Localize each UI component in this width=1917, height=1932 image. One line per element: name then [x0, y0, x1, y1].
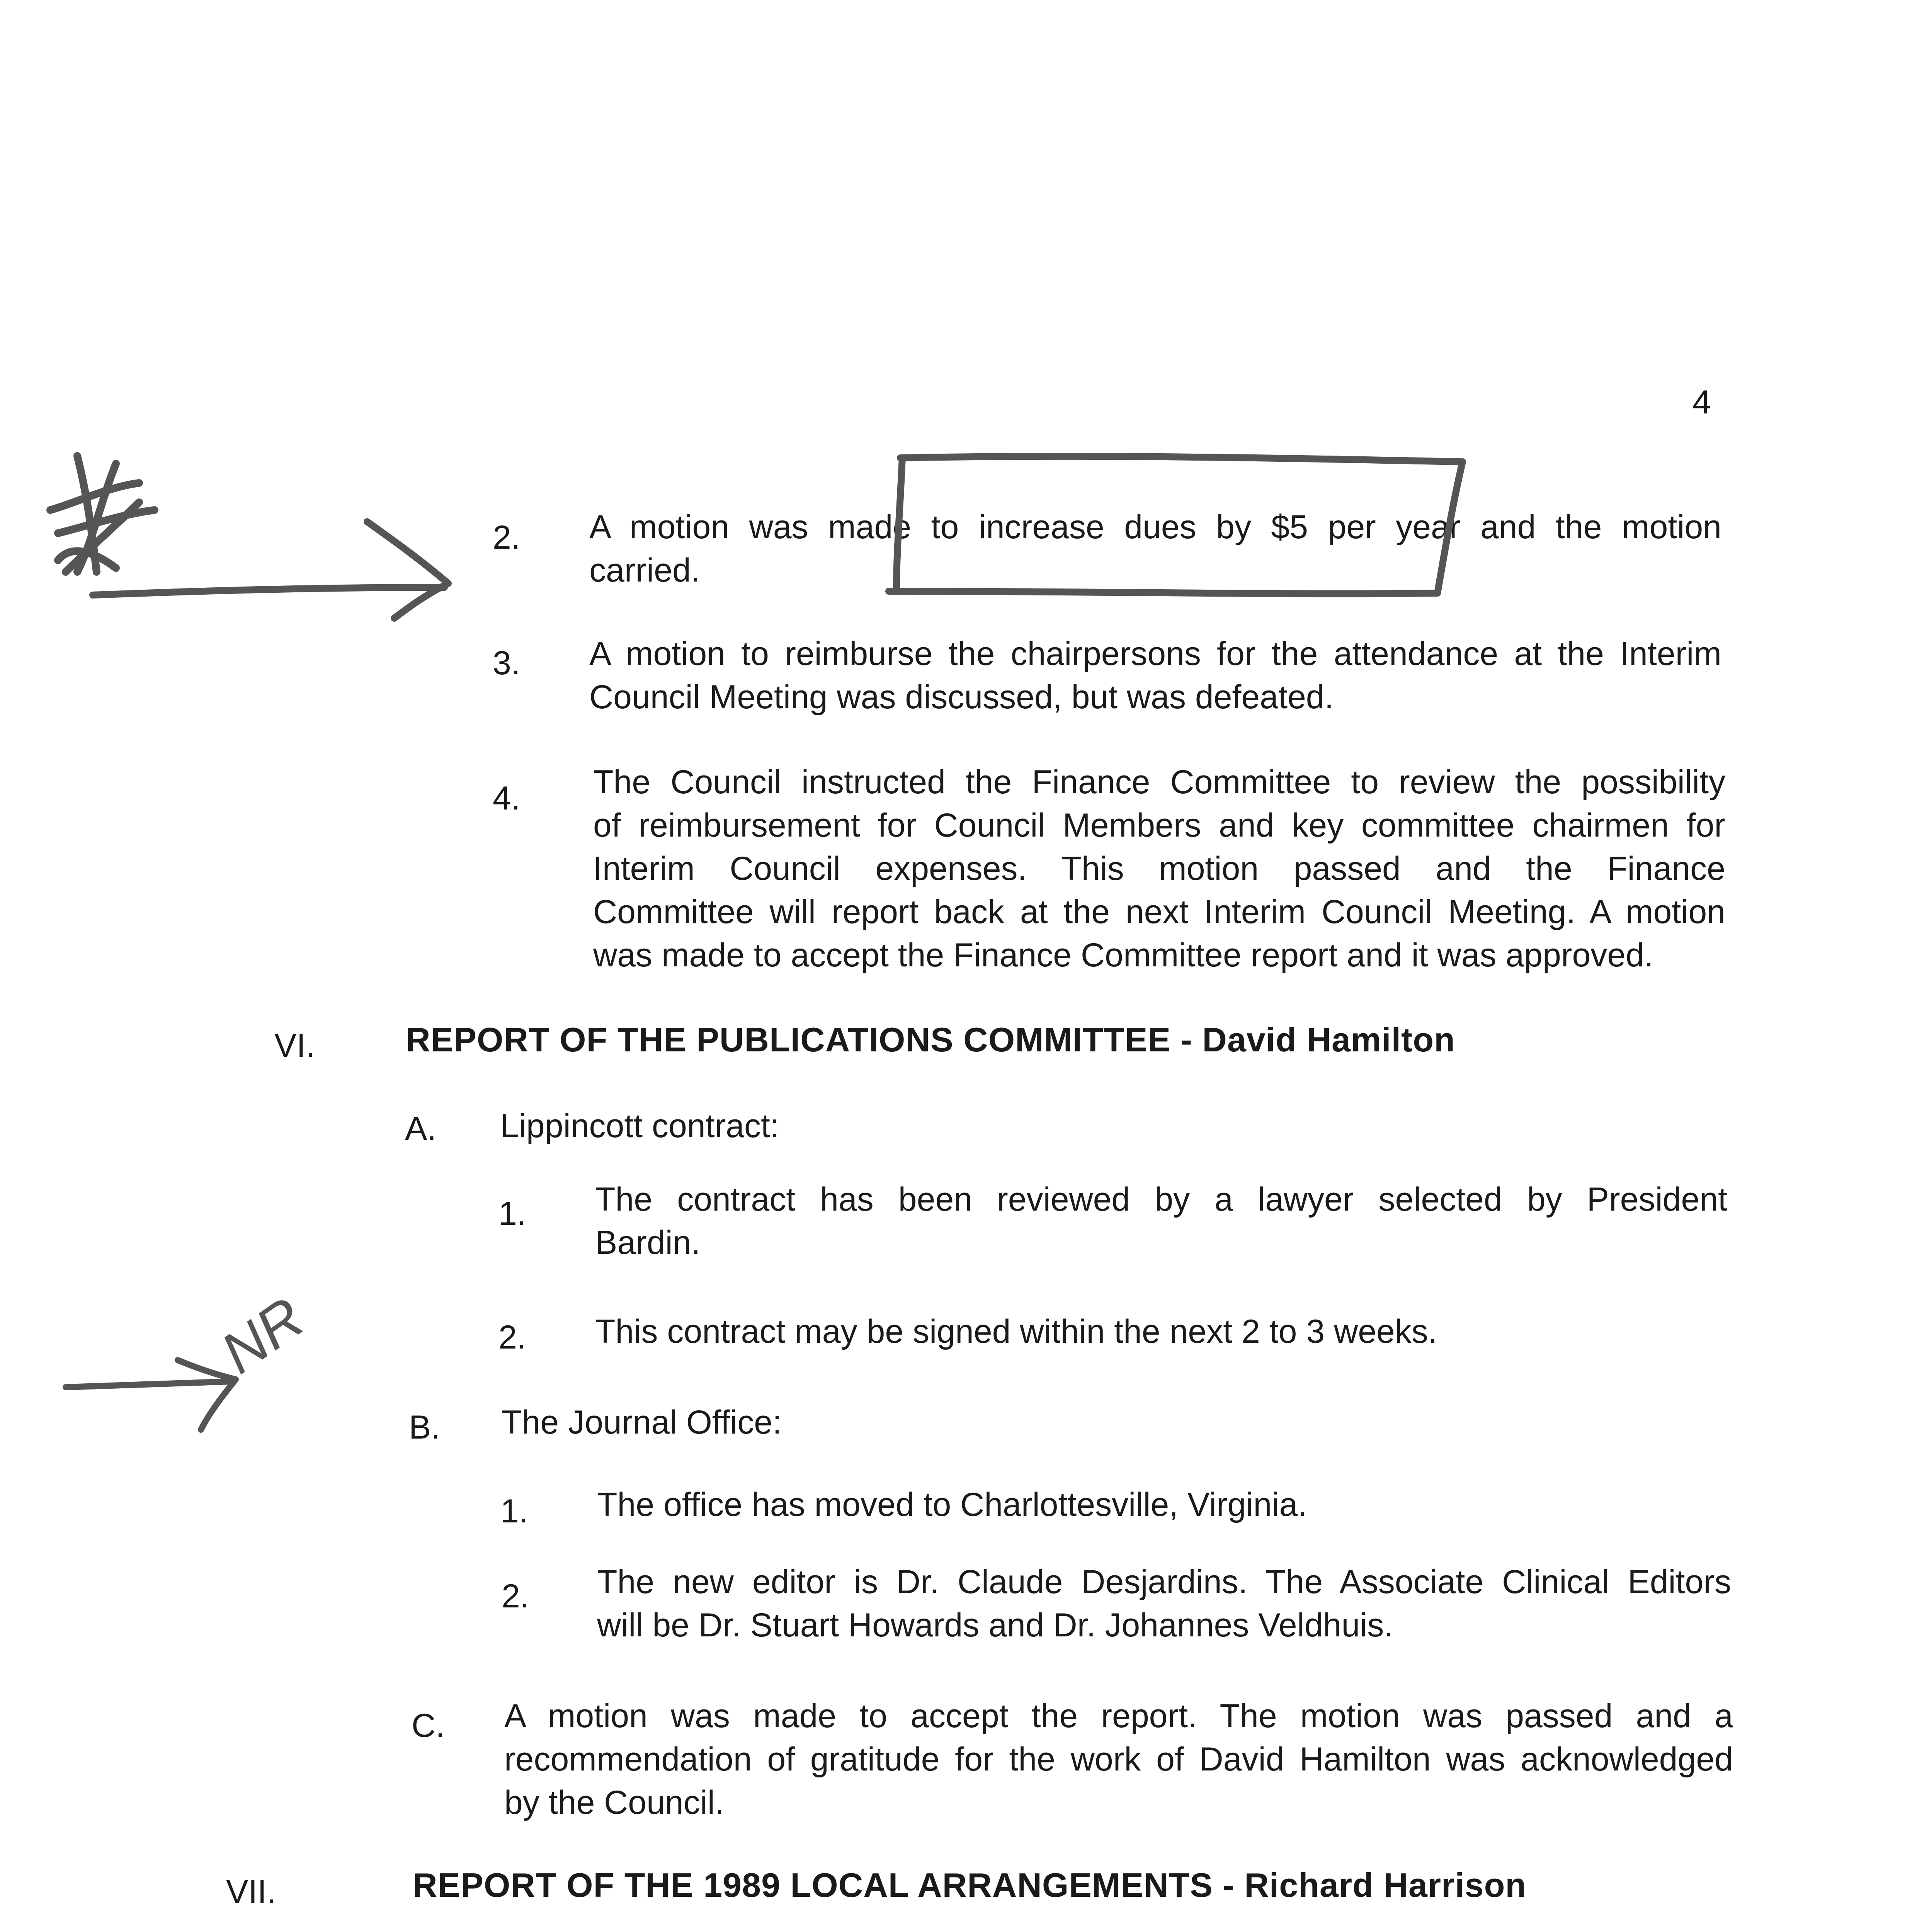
paragraph-line: The contract has been reviewed by a lawyer selected by President	[595, 1181, 1727, 1218]
paragraph-line: Committee will report back at the next Interim Council Meeting. A motion	[593, 893, 1725, 930]
item-number: 2.	[498, 1319, 526, 1356]
paragraph-line: recommendation of gratitude for the work of David Hamilton was acknowledged	[504, 1741, 1733, 1778]
paragraph-line: Interim Council expenses. This motion passed and the Finance	[593, 850, 1725, 887]
item-number: 1.	[498, 1195, 526, 1232]
contract-signing-text: This contract may be signed within the next 2 to 3 weeks.	[595, 1313, 1437, 1350]
paragraph-line: carried.	[589, 552, 700, 589]
office-moved-text: The office has moved to Charlottesville, Virginia.	[597, 1486, 1307, 1523]
arrow-head	[367, 522, 448, 618]
paragraph-line: will be Dr. Stuart Howards and Dr. Johannes Veldhuis.	[597, 1607, 1393, 1644]
paragraph-line: The Council instructed the Finance Committee to review the possibility	[593, 764, 1725, 801]
subsection-label: Lippincott contract:	[500, 1107, 779, 1145]
subsection-label: The Journal Office:	[502, 1404, 782, 1441]
item-number: 2.	[493, 519, 520, 556]
section-numeral: VI.	[274, 1027, 315, 1064]
paragraph-line: A motion was made to accept the report. The motion was passed and a	[504, 1697, 1733, 1735]
margin-arrow-head	[178, 1360, 236, 1430]
subsection-letter: C.	[412, 1707, 445, 1744]
paragraph-line: was made to accept the Finance Committee report and it was approved.	[593, 937, 1653, 974]
paragraph-line: by the Council.	[504, 1784, 724, 1821]
paragraph-line: Council Meeting was discussed, but was defeated.	[589, 679, 1334, 716]
item-number: 2.	[502, 1578, 529, 1615]
section-heading: REPORT OF THE PUBLICATIONS COMMITTEE - David Hamilton	[406, 1020, 1455, 1059]
star-mark	[50, 456, 155, 572]
paragraph-line: A motion was made to increase dues by $5 per year and the motion	[589, 509, 1721, 546]
paragraph-line: A motion to reimburse the chairpersons for the attendance at the Interim	[589, 635, 1721, 672]
ink-group	[50, 456, 1463, 1430]
section-heading: REPORT OF THE 1989 LOCAL ARRANGEMENTS - Richard Harrison	[413, 1866, 1527, 1904]
subsection-letter: B.	[409, 1409, 441, 1446]
margin-arrow-line	[66, 1381, 232, 1387]
item-number: 1.	[500, 1493, 528, 1530]
subsection-letter: A.	[405, 1110, 437, 1147]
item-number: 4.	[493, 780, 520, 817]
margin-note: NR	[209, 1284, 315, 1386]
arrow-line	[93, 587, 444, 595]
highlight-box	[889, 456, 1463, 594]
section-numeral: VII.	[226, 1873, 276, 1910]
page-number: 4	[1692, 384, 1711, 421]
paragraph-line: of reimbursement for Council Members and key committee chairmen for	[593, 807, 1725, 844]
item-number: 3.	[493, 645, 520, 682]
paragraph-line: The new editor is Dr. Claude Desjardins. The Associate Clinical Editors	[597, 1563, 1731, 1600]
paragraph-line: Bardin.	[595, 1224, 701, 1261]
